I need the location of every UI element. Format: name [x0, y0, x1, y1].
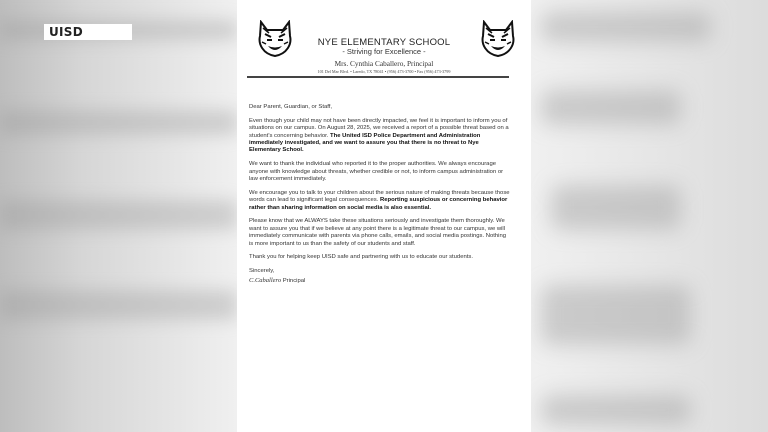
paragraph-2: We want to thank the individual who reported it to the proper authorities. We always encourage anyone with knowledge about threats, whether credible or not, to inform campus administration or law enforcement immediately. [249, 161, 504, 183]
blurred-background-right [531, 0, 768, 432]
paragraph-4: Please know that we ALWAYS take these situations seriously and investigate them thoroughly. We want to assure you that if we believe at any point there is a legitimate threat to our campus, we will immediately communicate with parents via phone calls, emails, and social media postings. Nothing is more important to us than the safety of our students and staff. [249, 218, 507, 247]
blurred-text-band [0, 200, 237, 230]
signature-title: Principal [282, 277, 306, 284]
letterhead-divider [247, 76, 509, 78]
paragraph-3-bold: Reporting suspicious or concerning behavior rather than sharing information on social media is also essential. [249, 197, 508, 211]
school-name: NYE ELEMENTARY SCHOOL [317, 37, 451, 48]
blurred-text-band [541, 90, 681, 125]
paragraph-3 [249, 190, 511, 212]
signature-line [249, 277, 511, 285]
paragraph-1-text: Even though your child may not have been directly impacted, we feel it is important to inform you of situations on our campus. On August 28, 2025, we received a report of a possible threat based on a student's concerning behavior. [249, 117, 509, 139]
source-tag [44, 24, 132, 40]
blurred-text-band [0, 290, 237, 320]
paragraph-5: Thank you for helping keep UISD safe and partnering with us to educate our students. [249, 254, 473, 261]
school-motto: - Striving for Excellence - [342, 47, 426, 56]
blurred-text-band [551, 185, 681, 230]
blurred-text-band [0, 110, 237, 135]
signature: C.Caballero [249, 276, 282, 284]
paragraph-1-bold: The United ISD Police Department and Administration immediately investigated, and we want to assure you that there is no threat to Nye Elementary School. [249, 132, 481, 154]
salutation: Dear Parent, Guardian, or Staff, [249, 104, 333, 110]
blurred-text-band [541, 285, 691, 345]
source-tag-label: UISD [49, 25, 84, 39]
paragraph-1 [249, 118, 511, 155]
blurred-text-band [541, 12, 711, 42]
principal-name: Mrs. Cynthia Caballero, Principal [334, 59, 434, 68]
school-address: 101 Del Mar Blvd. • Laredo, TX 78041 • (956) 473-3700 • Fax (956) 473-3799 [317, 69, 451, 74]
letter-page [237, 0, 531, 432]
letter-body [249, 104, 511, 285]
blurred-background-left [0, 0, 237, 432]
closing: Sincerely, [249, 268, 275, 275]
blurred-text-band [541, 395, 691, 425]
paragraph-3-text: We encourage you to talk to your children about the serious nature of making threats because those words can lead to significant legal consequences. [249, 189, 510, 204]
